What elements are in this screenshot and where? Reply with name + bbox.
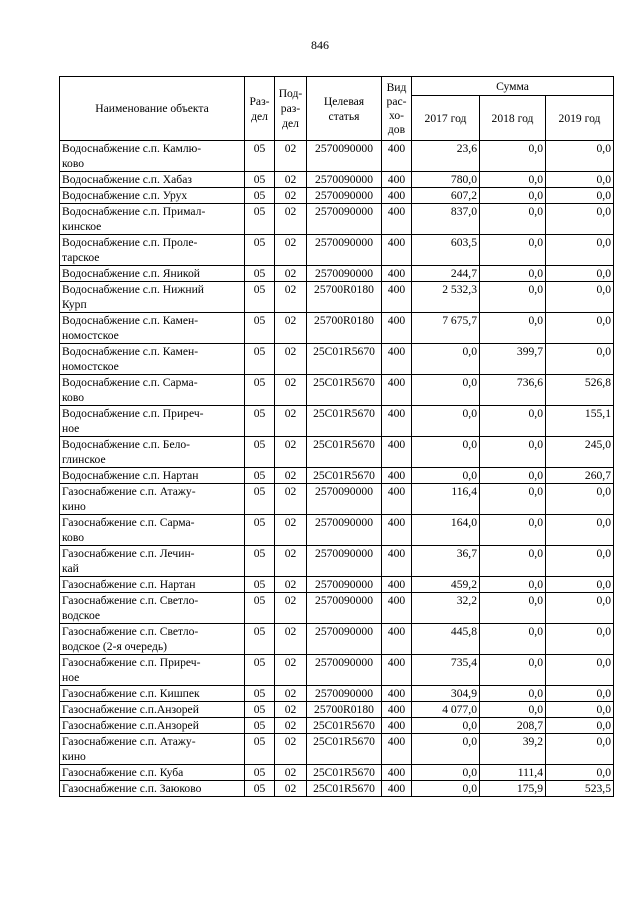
row-expense-type: 400	[382, 282, 412, 313]
row-expense-type: 400	[382, 655, 412, 686]
row-sum-2018: 0,0	[480, 686, 546, 702]
table-row	[60, 718, 614, 734]
budget-table	[59, 76, 614, 797]
row-sum-2019: 0,0	[546, 266, 614, 282]
row-sum-2019: 155,1	[546, 406, 614, 437]
row-sum-2018: 0,0	[480, 204, 546, 235]
header-year-2017: 2017 год	[412, 96, 480, 141]
row-name: Водоснабжение с.п. Нижний Курп	[60, 282, 245, 313]
row-target-article: 25700R0180	[307, 313, 382, 344]
row-sum-2018: 0,0	[480, 484, 546, 515]
table-row	[60, 593, 614, 624]
row-target-article: 25C01R5670	[307, 344, 382, 375]
row-expense-type: 400	[382, 468, 412, 484]
table-row	[60, 484, 614, 515]
row-expense-type: 400	[382, 702, 412, 718]
row-target-article: 25C01R5670	[307, 734, 382, 765]
row-expense-type: 400	[382, 406, 412, 437]
row-subsection: 02	[275, 468, 307, 484]
row-expense-type: 400	[382, 172, 412, 188]
row-section: 05	[245, 515, 275, 546]
row-name: Водоснабжение с.п. Камлю- ково	[60, 141, 245, 172]
row-subsection: 02	[275, 188, 307, 204]
row-target-article: 2570090000	[307, 141, 382, 172]
row-target-article: 2570090000	[307, 593, 382, 624]
row-subsection: 02	[275, 406, 307, 437]
row-expense-type: 400	[382, 235, 412, 266]
row-expense-type: 400	[382, 765, 412, 781]
row-sum-2018: 0,0	[480, 313, 546, 344]
row-target-article: 2570090000	[307, 235, 382, 266]
row-sum-2019: 526,8	[546, 375, 614, 406]
page-number: 846	[311, 38, 329, 52]
table-row	[60, 468, 614, 484]
row-sum-2018: 0,0	[480, 266, 546, 282]
row-expense-type: 400	[382, 686, 412, 702]
row-name: Газоснабжение с.п. Светло- водское (2-я очередь)	[60, 624, 245, 655]
row-section: 05	[245, 282, 275, 313]
row-expense-type: 400	[382, 546, 412, 577]
row-subsection: 02	[275, 734, 307, 765]
row-sum-2017: 780,0	[412, 172, 480, 188]
row-expense-type: 400	[382, 437, 412, 468]
row-subsection: 02	[275, 624, 307, 655]
row-sum-2017: 116,4	[412, 484, 480, 515]
row-subsection: 02	[275, 172, 307, 188]
row-sum-2019: 0,0	[546, 702, 614, 718]
row-sum-2019: 0,0	[546, 141, 614, 172]
row-section: 05	[245, 437, 275, 468]
header-sum: Сумма	[412, 77, 614, 96]
row-sum-2017: 164,0	[412, 515, 480, 546]
row-target-article: 25700R0180	[307, 282, 382, 313]
row-name: Газоснабжение с.п. Атажу- кино	[60, 734, 245, 765]
row-section: 05	[245, 468, 275, 484]
row-expense-type: 400	[382, 734, 412, 765]
row-sum-2017: 2 532,3	[412, 282, 480, 313]
row-section: 05	[245, 313, 275, 344]
header-target-article: Целевая статья	[307, 77, 382, 141]
row-sum-2017: 0,0	[412, 765, 480, 781]
row-sum-2018: 111,4	[480, 765, 546, 781]
row-subsection: 02	[275, 781, 307, 797]
row-subsection: 02	[275, 577, 307, 593]
row-section: 05	[245, 686, 275, 702]
row-sum-2018: 0,0	[480, 655, 546, 686]
header-section: Раз- дел	[245, 77, 275, 141]
row-name: Газоснабжение с.п.Анзорей	[60, 718, 245, 734]
table-row	[60, 546, 614, 577]
row-name: Газоснабжение с.п. Лечин- кай	[60, 546, 245, 577]
row-target-article: 2570090000	[307, 546, 382, 577]
row-sum-2019: 260,7	[546, 468, 614, 484]
row-section: 05	[245, 266, 275, 282]
row-section: 05	[245, 781, 275, 797]
row-sum-2019: 0,0	[546, 313, 614, 344]
row-section: 05	[245, 546, 275, 577]
table-row	[60, 624, 614, 655]
row-name: Газоснабжение с.п. Заюково	[60, 781, 245, 797]
row-sum-2019: 0,0	[546, 624, 614, 655]
row-sum-2019: 0,0	[546, 734, 614, 765]
row-sum-2017: 0,0	[412, 344, 480, 375]
row-name: Водоснабжение с.п. Бело- глинское	[60, 437, 245, 468]
row-sum-2019: 0,0	[546, 577, 614, 593]
row-name: Газоснабжение с.п. Кишпек	[60, 686, 245, 702]
row-sum-2018: 0,0	[480, 577, 546, 593]
row-expense-type: 400	[382, 266, 412, 282]
row-name: Газоснабжение с.п.Анзорей	[60, 702, 245, 718]
row-sum-2017: 459,2	[412, 577, 480, 593]
row-name: Водоснабжение с.п. Камен- номостское	[60, 344, 245, 375]
table-row	[60, 406, 614, 437]
row-sum-2018: 0,0	[480, 172, 546, 188]
row-section: 05	[245, 765, 275, 781]
row-sum-2017: 244,7	[412, 266, 480, 282]
table-row	[60, 781, 614, 797]
row-target-article: 25C01R5670	[307, 437, 382, 468]
row-sum-2017: 32,2	[412, 593, 480, 624]
row-name: Водоснабжение с.п. Примал- кинское	[60, 204, 245, 235]
row-sum-2018: 0,0	[480, 406, 546, 437]
table-body	[60, 141, 614, 797]
row-sum-2018: 208,7	[480, 718, 546, 734]
row-sum-2017: 0,0	[412, 406, 480, 437]
row-section: 05	[245, 141, 275, 172]
row-name: Газоснабжение с.п. Сарма- ково	[60, 515, 245, 546]
row-sum-2019: 0,0	[546, 484, 614, 515]
row-name: Водоснабжение с.п. Яникой	[60, 266, 245, 282]
table-row	[60, 204, 614, 235]
row-expense-type: 400	[382, 577, 412, 593]
row-target-article: 2570090000	[307, 204, 382, 235]
row-subsection: 02	[275, 718, 307, 734]
row-subsection: 02	[275, 375, 307, 406]
row-name: Водоснабжение с.п. Нартан	[60, 468, 245, 484]
row-sum-2019: 0,0	[546, 765, 614, 781]
row-sum-2017: 445,8	[412, 624, 480, 655]
row-sum-2017: 4 077,0	[412, 702, 480, 718]
row-subsection: 02	[275, 235, 307, 266]
row-subsection: 02	[275, 484, 307, 515]
row-sum-2019: 0,0	[546, 686, 614, 702]
row-sum-2018: 399,7	[480, 344, 546, 375]
table-row	[60, 141, 614, 172]
table-row	[60, 437, 614, 468]
row-target-article: 25C01R5670	[307, 468, 382, 484]
row-sum-2019: 0,0	[546, 172, 614, 188]
table-row	[60, 313, 614, 344]
row-section: 05	[245, 718, 275, 734]
row-name: Водоснабжение с.п. Приреч- ное	[60, 406, 245, 437]
table-row	[60, 188, 614, 204]
row-target-article: 25C01R5670	[307, 718, 382, 734]
row-subsection: 02	[275, 282, 307, 313]
row-sum-2017: 0,0	[412, 437, 480, 468]
row-sum-2018: 0,0	[480, 515, 546, 546]
row-expense-type: 400	[382, 781, 412, 797]
row-expense-type: 400	[382, 188, 412, 204]
table-row	[60, 282, 614, 313]
row-expense-type: 400	[382, 313, 412, 344]
row-sum-2018: 0,0	[480, 437, 546, 468]
table-row	[60, 765, 614, 781]
row-name: Газоснабжение с.п. Нартан	[60, 577, 245, 593]
row-target-article: 2570090000	[307, 686, 382, 702]
row-expense-type: 400	[382, 141, 412, 172]
row-sum-2019: 0,0	[546, 344, 614, 375]
row-sum-2019: 0,0	[546, 718, 614, 734]
row-subsection: 02	[275, 141, 307, 172]
row-name: Газоснабжение с.п. Приреч- ное	[60, 655, 245, 686]
row-sum-2018: 0,0	[480, 235, 546, 266]
table-row	[60, 266, 614, 282]
row-target-article: 2570090000	[307, 515, 382, 546]
row-target-article: 25C01R5670	[307, 406, 382, 437]
row-sum-2019: 0,0	[546, 655, 614, 686]
row-target-article: 2570090000	[307, 484, 382, 515]
row-name: Водоснабжение с.п. Проле- тарское	[60, 235, 245, 266]
row-section: 05	[245, 375, 275, 406]
row-section: 05	[245, 484, 275, 515]
row-subsection: 02	[275, 437, 307, 468]
row-subsection: 02	[275, 344, 307, 375]
row-target-article: 2570090000	[307, 624, 382, 655]
row-section: 05	[245, 204, 275, 235]
header-subsection: Под- раз- дел	[275, 77, 307, 141]
row-sum-2019: 0,0	[546, 282, 614, 313]
row-sum-2019: 0,0	[546, 546, 614, 577]
row-sum-2018: 736,6	[480, 375, 546, 406]
row-section: 05	[245, 406, 275, 437]
table-row	[60, 655, 614, 686]
table-row	[60, 235, 614, 266]
row-sum-2017: 23,6	[412, 141, 480, 172]
row-subsection: 02	[275, 313, 307, 344]
row-sum-2018: 0,0	[480, 141, 546, 172]
row-section: 05	[245, 188, 275, 204]
row-expense-type: 400	[382, 484, 412, 515]
row-sum-2019: 0,0	[546, 515, 614, 546]
row-expense-type: 400	[382, 624, 412, 655]
row-expense-type: 400	[382, 593, 412, 624]
row-subsection: 02	[275, 655, 307, 686]
row-section: 05	[245, 577, 275, 593]
row-section: 05	[245, 172, 275, 188]
row-sum-2017: 304,9	[412, 686, 480, 702]
row-expense-type: 400	[382, 204, 412, 235]
row-sum-2017: 0,0	[412, 375, 480, 406]
row-subsection: 02	[275, 765, 307, 781]
row-sum-2019: 0,0	[546, 593, 614, 624]
row-sum-2018: 0,0	[480, 282, 546, 313]
row-subsection: 02	[275, 593, 307, 624]
row-sum-2017: 0,0	[412, 781, 480, 797]
table-row	[60, 344, 614, 375]
row-target-article: 25C01R5670	[307, 375, 382, 406]
row-sum-2018: 0,0	[480, 702, 546, 718]
row-target-article: 2570090000	[307, 655, 382, 686]
row-sum-2017: 603,5	[412, 235, 480, 266]
table-row	[60, 375, 614, 406]
row-sum-2017: 0,0	[412, 734, 480, 765]
row-section: 05	[245, 655, 275, 686]
header-name: Наименование объекта	[60, 77, 245, 141]
row-sum-2017: 607,2	[412, 188, 480, 204]
row-sum-2017: 36,7	[412, 546, 480, 577]
row-section: 05	[245, 624, 275, 655]
row-sum-2017: 0,0	[412, 468, 480, 484]
row-target-article: 2570090000	[307, 188, 382, 204]
row-section: 05	[245, 344, 275, 375]
row-sum-2017: 837,0	[412, 204, 480, 235]
row-sum-2019: 523,5	[546, 781, 614, 797]
row-name: Газоснабжение с.п. Куба	[60, 765, 245, 781]
row-target-article: 25C01R5670	[307, 781, 382, 797]
row-subsection: 02	[275, 702, 307, 718]
row-name: Газоснабжение с.п. Атажу- кино	[60, 484, 245, 515]
table-row	[60, 686, 614, 702]
table-row	[60, 172, 614, 188]
row-sum-2018: 0,0	[480, 546, 546, 577]
row-section: 05	[245, 734, 275, 765]
row-sum-2017: 7 675,7	[412, 313, 480, 344]
row-name: Водоснабжение с.п. Хабаз	[60, 172, 245, 188]
row-name: Водоснабжение с.п. Урух	[60, 188, 245, 204]
table-row	[60, 515, 614, 546]
row-target-article: 2570090000	[307, 577, 382, 593]
row-sum-2018: 0,0	[480, 624, 546, 655]
row-sum-2018: 39,2	[480, 734, 546, 765]
table-row	[60, 577, 614, 593]
row-sum-2018: 175,9	[480, 781, 546, 797]
row-expense-type: 400	[382, 515, 412, 546]
row-sum-2019: 0,0	[546, 204, 614, 235]
row-subsection: 02	[275, 515, 307, 546]
table-row	[60, 734, 614, 765]
header-expense-type: Вид рас- хо- дов	[382, 77, 412, 141]
row-subsection: 02	[275, 204, 307, 235]
row-subsection: 02	[275, 686, 307, 702]
row-section: 05	[245, 593, 275, 624]
row-sum-2019: 245,0	[546, 437, 614, 468]
row-expense-type: 400	[382, 718, 412, 734]
row-sum-2018: 0,0	[480, 468, 546, 484]
row-target-article: 2570090000	[307, 172, 382, 188]
row-section: 05	[245, 702, 275, 718]
row-name: Водоснабжение с.п. Сарма- ково	[60, 375, 245, 406]
row-sum-2018: 0,0	[480, 593, 546, 624]
header-year-2018: 2018 год	[480, 96, 546, 141]
row-target-article: 25700R0180	[307, 702, 382, 718]
row-sum-2018: 0,0	[480, 188, 546, 204]
row-section: 05	[245, 235, 275, 266]
row-subsection: 02	[275, 546, 307, 577]
row-sum-2019: 0,0	[546, 235, 614, 266]
row-name: Газоснабжение с.п. Светло- водское	[60, 593, 245, 624]
row-target-article: 2570090000	[307, 266, 382, 282]
row-expense-type: 400	[382, 344, 412, 375]
table-row	[60, 702, 614, 718]
row-name: Водоснабжение с.п. Камен- номостское	[60, 313, 245, 344]
row-target-article: 25C01R5670	[307, 765, 382, 781]
header-year-2019: 2019 год	[546, 96, 614, 141]
row-sum-2017: 0,0	[412, 718, 480, 734]
row-subsection: 02	[275, 266, 307, 282]
row-expense-type: 400	[382, 375, 412, 406]
row-sum-2019: 0,0	[546, 188, 614, 204]
row-sum-2017: 735,4	[412, 655, 480, 686]
